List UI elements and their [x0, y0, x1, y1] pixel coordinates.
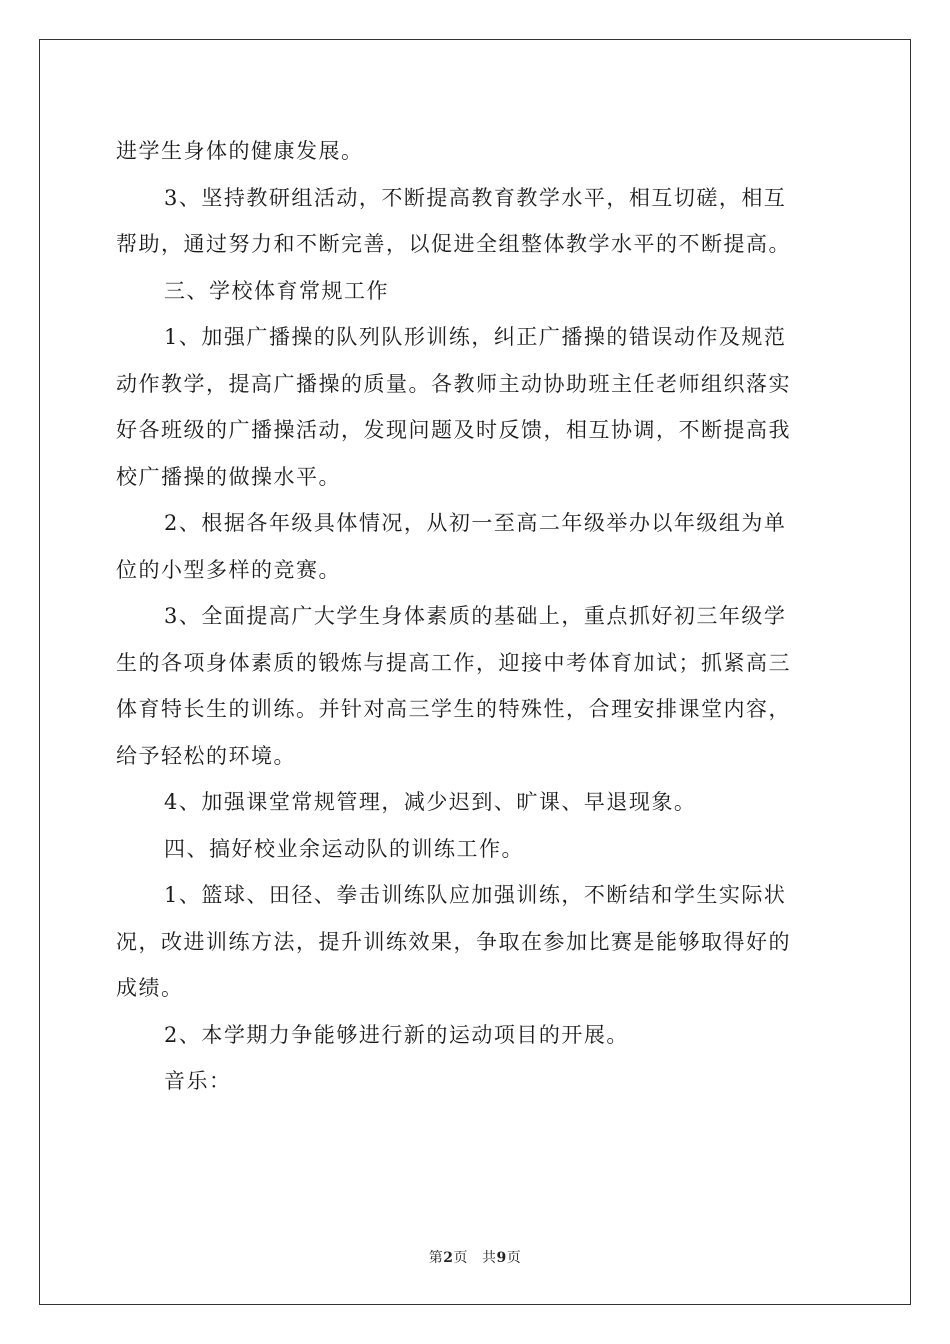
- page-suffix: 页: [453, 1250, 468, 1266]
- text-line: 进学生身体的健康发展。: [116, 139, 364, 163]
- paragraph: [116, 314, 836, 500]
- text-line: 况，改进训练方法，提升训练效果，争取在参加比赛是能够取得好的: [116, 929, 791, 954]
- document-body: [116, 128, 836, 1105]
- paragraph: [116, 593, 836, 779]
- paragraph: [116, 500, 836, 593]
- text-line: 给予轻松的环境。: [116, 743, 296, 768]
- text-line: 3、全面提高广大学生身体素质的基础上，重点抓好初三年级学: [164, 604, 787, 628]
- paragraph: [116, 1012, 836, 1059]
- total-pages: 9: [496, 1250, 507, 1266]
- text-line: 动作教学，提高广播操的质量。各教师主动协助班主任老师组织落实: [116, 371, 791, 396]
- text-line: 帮助，通过努力和不断完善，以促进全组整体教学水平的不断提高。: [116, 232, 791, 256]
- text-line: 2、根据各年级具体情况，从初一至高二年级举办以年级组为单: [164, 511, 787, 535]
- paragraph: [116, 175, 836, 268]
- text-line: 生的各项身体素质的锻炼与提高工作，迎接中考体育加试；抓紧高三: [116, 650, 791, 675]
- text-line: 3、坚持教研组活动，不断提高教育教学水平，相互切磋，相互: [164, 185, 787, 210]
- page-footer: [0, 1247, 950, 1267]
- total-prefix: 共: [482, 1250, 497, 1266]
- text-line: 成绩。: [116, 976, 184, 1000]
- paragraph: [116, 779, 836, 826]
- paragraph: [116, 128, 836, 175]
- text-line: 1、加强广播操的队列队形训练，纠正广播操的错误动作及规范: [164, 325, 787, 349]
- section-heading: [116, 826, 836, 873]
- text-line: 4、加强课堂常规管理，减少迟到、旷课、早退现象。: [164, 790, 697, 814]
- page-number-label: [429, 1250, 468, 1266]
- page-prefix: 第: [428, 1250, 444, 1266]
- section-heading: [116, 268, 836, 315]
- paragraph: [116, 872, 836, 1012]
- text-line: 三、学校体育常规工作: [164, 278, 389, 303]
- text-line: 校广播操的做操水平。: [116, 464, 341, 489]
- total-suffix: 页: [506, 1250, 522, 1266]
- text-line: 四、搞好校业余运动队的训练工作。: [164, 836, 524, 861]
- text-line: 位的小型多样的竞赛。: [116, 557, 341, 582]
- text-line: 好各班级的广播操活动，发现问题及时反馈，相互协调，不断提高我: [116, 418, 791, 442]
- text-line: 2、本学期力争能够进行新的运动项目的开展。: [164, 1022, 629, 1047]
- section-heading: [116, 1058, 836, 1105]
- text-line: 1、篮球、田径、拳击训练队应加强训练，不断结和学生实际状: [164, 883, 787, 907]
- text-line: 体育特长生的训练。并针对高三学生的特殊性，合理安排课堂内容，: [116, 697, 791, 721]
- current-page: 2: [443, 1250, 454, 1266]
- text-line: 音乐：: [164, 1069, 232, 1093]
- page-total-label: [482, 1250, 521, 1266]
